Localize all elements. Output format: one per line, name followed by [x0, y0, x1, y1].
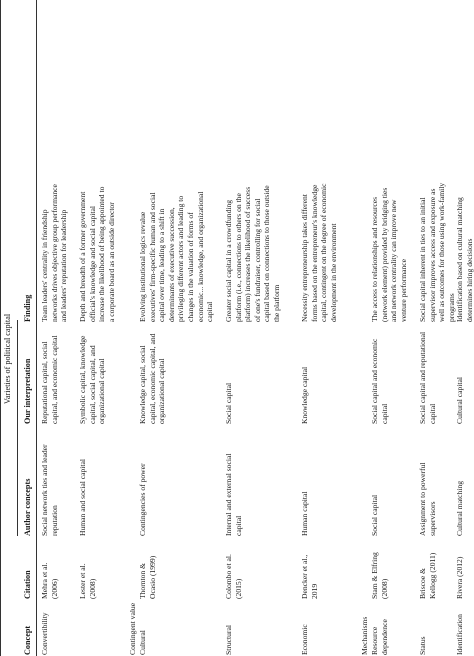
table-row-7-author-concepts: Assignment to powerful supervisors — [418, 462, 437, 536]
group-title: Varieties of political capital — [3, 313, 12, 405]
section-label-mechanisms: Mechanisms — [360, 616, 369, 655]
table-row-3-interpretation: Knowledge capital, social capital, economic capital, and organizational capital — [138, 333, 167, 424]
table-row-7-concept: Status — [418, 636, 427, 655]
table-row-3-citation: Thornton & Ocasio (1999) — [138, 555, 157, 599]
table-row-3-author-concepts: Contingencies of power — [138, 463, 147, 536]
table-row-3-finding: Evolving institutional logics revalue executives' firm-specific human and social capital over time, leading to a shift in determinants of executive succession, privileging different actors and leading to changes in the valuation of forms of economic... knowledge, and organizational capital — [138, 191, 215, 322]
table-row-6-concept: Resource dependence — [370, 619, 389, 655]
section-label-contingent-value: Contingent value — [128, 602, 137, 655]
table-row-6-author-concepts: Social capital — [370, 494, 379, 536]
table-row-2-interpretation: Symbolic capital, knowledge capital, social capital, and organizational capital — [78, 335, 107, 424]
table-row-7-citation: Briscoe & Kellogg (2011) — [418, 552, 437, 599]
group-rule — [17, 320, 18, 536]
table-row-1-citation: Mehra et al. (2006) — [40, 562, 59, 599]
table-row-2-citation: Lester et al. (2008) — [78, 563, 97, 599]
table-row-4-citation: Colombo et al. (2015) — [224, 554, 243, 599]
column-header-citation: Citation — [23, 570, 32, 599]
table-row-4-author-concepts: Internal and external social capital — [224, 453, 243, 536]
table-row-8-author-concepts: Cultural matching — [455, 480, 464, 536]
column-header-finding: Finding — [23, 294, 32, 322]
table-row-2-finding: Depth and breadth of a former government official's knowledge and social capital increase the likelihood of being appointed to a corporate board as an outside director — [78, 186, 116, 322]
table-row-5-author-concepts: Human capital — [300, 491, 309, 536]
table-row-4-interpretation: Social capital — [224, 382, 233, 424]
table-row-6-interpretation: Social capital and economic capital — [370, 338, 389, 424]
table-row-8-finding: Identification based on cultural matching determines hiring decisions — [455, 197, 474, 322]
table-row-4-concept: Structural — [224, 625, 233, 655]
table-row-1-concept: Convertibility — [40, 612, 49, 655]
table-row-8-concept: Identification — [455, 614, 464, 655]
table-row-3-concept: Cultural — [138, 630, 147, 655]
table-row-6-citation: Stam & Elfring (2008) — [370, 552, 389, 599]
table-row-5-finding: Necessity entrepreneurship takes different forms based on the entrepreneur's knowledge capital, contingent on the degree of economic development in the environment — [300, 183, 338, 322]
header-rule — [36, 0, 37, 656]
column-header-interpretation: Our interpretation — [23, 358, 32, 424]
table-row-4-finding: Greater social capital in a crowdfunding platform (i.e., connections to others on the platform) increases the likelihood of success of one's fundraiser, controlling for social capital based on connections to those outside the platform — [224, 185, 281, 322]
top-rule — [0, 0, 1, 656]
table-row-6-finding: The access to relationships and resources (network element) provided by bridging ties and network centrality can improve new venture performance — [370, 187, 408, 322]
table-row-1-author-concepts: Social network ties and leader reputation — [40, 444, 59, 536]
table-row-8-interpretation: Cultural capital — [455, 376, 464, 424]
column-header-concept: Concept — [23, 625, 32, 655]
table-row-5-interpretation: Knowledge capital — [300, 366, 309, 424]
table-row-1-interpretation: Reputational capital, social capital, and economic capital — [40, 335, 59, 424]
table-row-2-author-concepts: Human and social capital — [78, 459, 87, 536]
column-header-author-concepts: Author concepts — [23, 478, 32, 536]
table-row-8-citation: Rivera (2012) — [455, 556, 464, 599]
table-row-5-concept: Economic — [300, 624, 309, 655]
table-row-7-interpretation: Social capital and reputational capital — [418, 331, 437, 424]
table-row-1-finding: Team leaders' centrality in friendship networks drives objective group performance and leaders' reputation for leadership — [40, 184, 69, 322]
table-row-7-finding: Social capital inherent in ties to an initial supervisor improves access and exposure as well as outcomes for those using work-family programs — [418, 182, 456, 322]
table-row-5-citation: Dencker et al., 2019 — [300, 554, 319, 599]
